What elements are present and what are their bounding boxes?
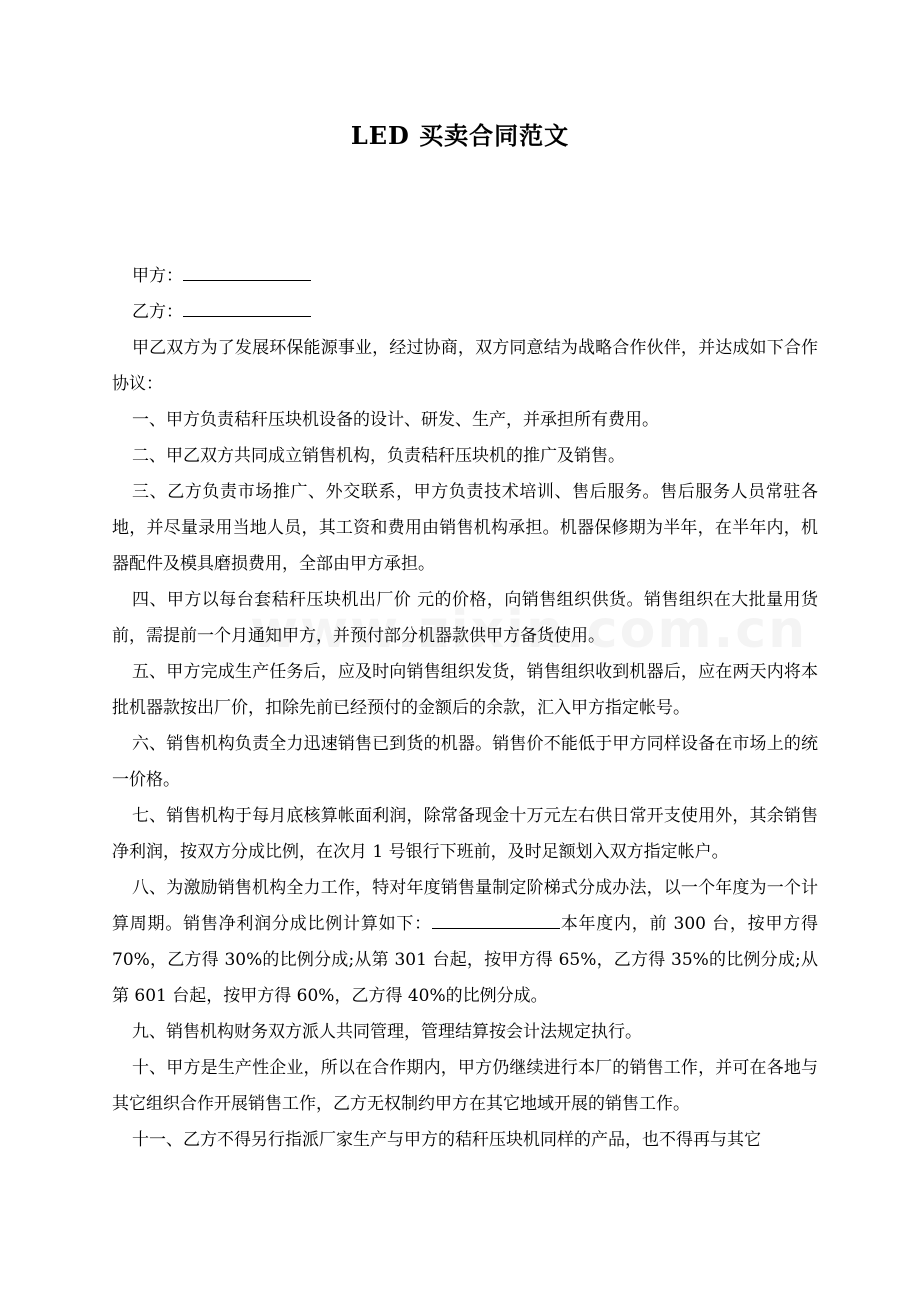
clause-8-part-1: 八、为激励销售机构全力工作，特对年度销售量制定阶梯式分成办法，以一个年度为一个计算周期。销售净利润分成比例计算如下： — [112, 878, 818, 934]
document-body — [112, 258, 818, 1158]
clause-6: 六、销售机构负责全力迅速销售已到货的机器。销售价不能低于甲方同样设备在市场上的统一价格。 — [112, 734, 818, 790]
clause-4: 四、甲方以每台套秸秆压块机出厂价 元的价格，向销售组织供货。销售组织在大批量用货前，需提前一个月通知甲方，并预付部分机器款供甲方备货使用。 — [112, 590, 818, 646]
party-b-line — [112, 294, 818, 330]
clause-1: 一、甲方负责秸秆压块机设备的设计、研发、生产，并承担所有费用。 — [132, 410, 659, 430]
clause-7: 七、销售机构于每月底核算帐面利润，除常备现金十万元左右供日常开支使用外，其余销售净利润，按双方分成比例，在次月 1 号银行下班前，及时足额划入双方指定帐户。 — [112, 806, 818, 862]
clause-9: 九、销售机构财务双方派人共同管理，管理结算按会计法规定执行。 — [132, 1022, 642, 1042]
paragraph-preamble: 甲乙双方为了发展环保能源事业，经过协商，双方同意结为战略合作伙伴，并达成如下合作协议： — [112, 338, 818, 394]
clause-11: 十一、乙方不得另行指派厂家生产与甲方的秸秆压块机同样的产品，也不得再与其它 — [132, 1130, 761, 1150]
clause-8-blank — [432, 908, 560, 929]
party-a-label: 甲方： — [132, 266, 183, 286]
party-a-line — [112, 258, 818, 294]
party-b-blank — [183, 296, 311, 317]
document-title: LED 买卖合同范文 — [350, 121, 570, 150]
party-b-label: 乙方： — [132, 302, 183, 322]
clause-10: 十、甲方是生产性企业，所以在合作期内，甲方仍继续进行本厂的销售工作，并可在各地与其它组织合作开展销售工作，乙方无权制约甲方在其它地域开展的销售工作。 — [112, 1058, 818, 1114]
party-a-blank — [183, 260, 311, 281]
clause-8 — [112, 870, 818, 1014]
clause-8-part-2: 本年度内，前 300 台，按甲方得 70%，乙方得 30%的比例分成;从第 301 台起，按甲方得 65%，乙方得 35%的比例分成;从第 601 台起，按甲方得 60%，乙方得 40%的比例分成。 — [112, 914, 818, 1006]
clause-5: 五、甲方完成生产任务后，应及时向销售组织发货，销售组织收到机器后，应在两天内将本批机器款按出厂价，扣除先前已经预付的金额后的余款，汇入甲方指定帐号。 — [112, 662, 818, 718]
clause-3: 三、乙方负责市场推广、外交联系，甲方负责技术培训、售后服务。售后服务人员常驻各地，并尽量录用当地人员，其工资和费用由销售机构承担。机器保修期为半年，在半年内，机器配件及模具磨损费用，全部由甲方承担。 — [112, 482, 818, 574]
clause-2: 二、甲乙双方共同成立销售机构，负责秸秆压块机的推广及销售。 — [132, 446, 625, 466]
